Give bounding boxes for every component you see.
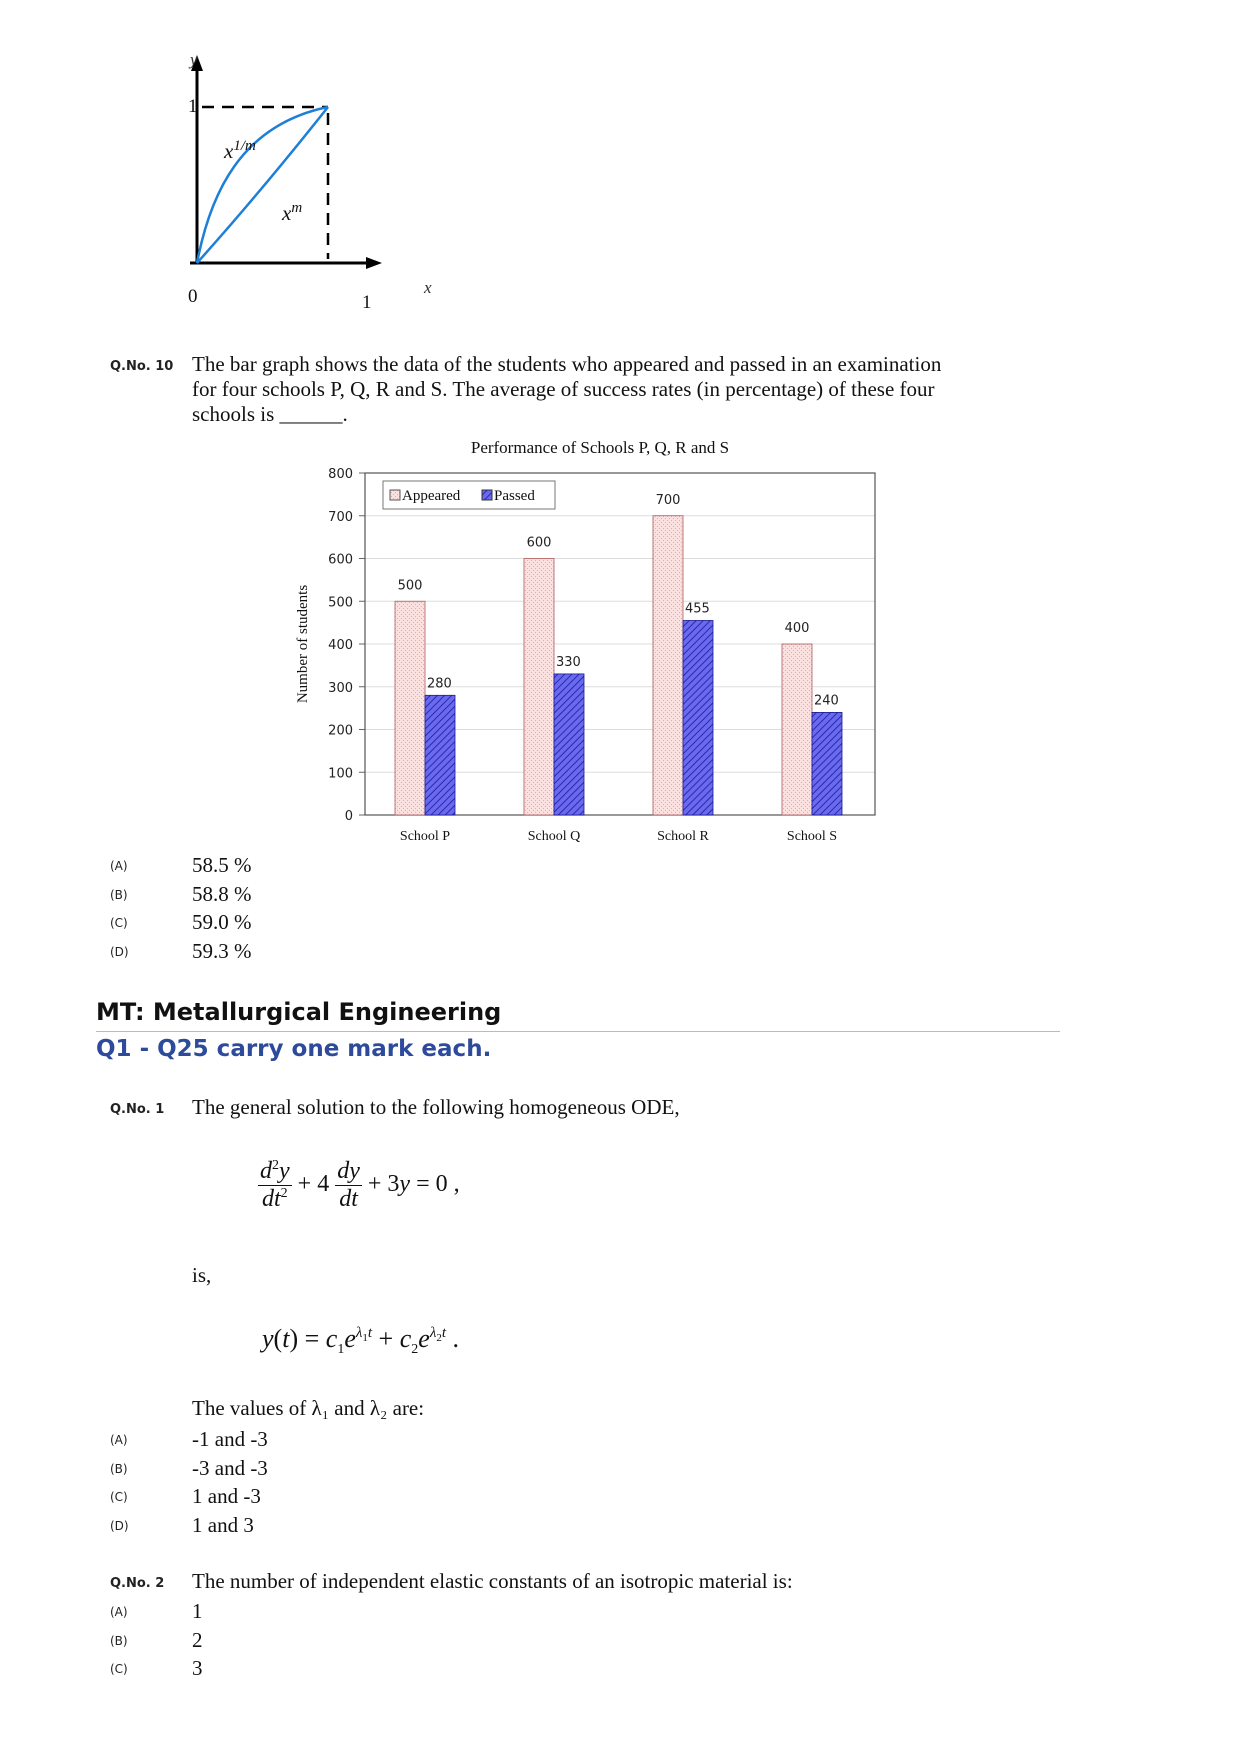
y-axis-label: Number of students [295, 584, 311, 704]
question-10-text-line-1: The bar graph shows the data of the students who appeared and passed in an examination [192, 352, 942, 376]
data-label: 280 [427, 676, 452, 692]
question-10-option-letter-d: (D) [110, 944, 129, 959]
bar-appeared-school-q [524, 559, 554, 816]
legend-swatch-appeared [390, 490, 400, 500]
question-10-option-letter-b: (B) [110, 887, 128, 902]
question-1-values-text: The values of λ₁ and λ₂ are: [192, 1396, 425, 1420]
figure-x-tick-1: 1 [362, 292, 372, 313]
question-1-option-c[interactable]: 1 and -3 [192, 1484, 261, 1508]
ode-frac-dy-dt: $\frac{dy}{dt}$ [337, 1158, 360, 1212]
data-label: 600 [526, 535, 552, 551]
question-1-label: Q.No. 1 [110, 1102, 165, 1117]
y-tick-label: 400 [328, 638, 353, 653]
lower-curve-base: x [282, 201, 292, 225]
upper-curve-base: x [224, 139, 234, 163]
x-tick-label: School R [657, 829, 709, 844]
question-1-option-letter-c: (C) [110, 1490, 128, 1504]
question-10-text-line-3: schools is ______. [192, 402, 348, 426]
question-2-option-b[interactable]: 2 [192, 1627, 203, 1652]
question-1-is-text: is, [192, 1263, 212, 1287]
figure-x-arrow [366, 257, 382, 269]
question-1-text: The general solution to the following homogeneous ODE, [192, 1095, 680, 1119]
figure-lower-curve-label [282, 200, 302, 226]
figure-y-label: y [190, 50, 198, 69]
question-2-option-letter-c: (C) [110, 1662, 128, 1676]
figure-y-tick-1: 1 [188, 96, 198, 117]
question-1-option-d[interactable]: 1 and 3 [192, 1512, 254, 1537]
legend-label-passed: Passed [494, 488, 535, 504]
y-tick-label: 500 [328, 595, 353, 611]
y-tick-label: 100 [328, 766, 353, 782]
y-tick-label: 200 [328, 723, 353, 739]
bar-passed-school-q [554, 674, 584, 815]
curve-figure [170, 45, 460, 325]
question-10-option-d[interactable]: 59.3 % [192, 938, 252, 963]
question-10-option-c[interactable]: 59.0 % [192, 910, 252, 934]
lower-curve-exponent: m [291, 200, 303, 216]
question-1-option-a[interactable]: -1 and -3 [192, 1427, 268, 1451]
bar-passed-school-p [425, 695, 455, 815]
data-label: 455 [685, 601, 710, 617]
ode-equation: $\frac{d^2y}{dt^2}$ + 4 $\frac{dy}{dt}$ + 3y = 0 , [260, 1158, 460, 1212]
data-label: 330 [556, 654, 581, 670]
figure-x-label: x [424, 278, 432, 297]
data-label: 240 [814, 693, 839, 709]
x-tick-label: School Q [527, 829, 581, 844]
x-tick-label: School S [786, 829, 838, 844]
bar-passed-school-s [812, 712, 842, 815]
bar-appeared-school-s [782, 644, 812, 815]
question-1-option-letter-a: (A) [110, 1433, 128, 1447]
question-2-text: The number of independent elastic constants of an isotropic material is: [192, 1569, 793, 1593]
bar-appeared-school-p [395, 601, 425, 815]
data-label: 700 [655, 492, 681, 508]
question-1-option-b[interactable]: -3 and -3 [192, 1455, 268, 1480]
chart-title: Performance of Schools P, Q, R and S [470, 438, 730, 457]
question-10-text-line-2: for four schools P, Q, R and S. The average of success rates (in percentage) of these four [192, 377, 935, 401]
question-2-option-letter-b: (B) [110, 1633, 128, 1648]
section-title: MT: Metallurgical Engineering [96, 998, 502, 1026]
question-1-option-letter-d: (D) [110, 1518, 129, 1533]
figure-origin-label: 0 [188, 286, 198, 307]
legend-label-appeared: Appeared [402, 488, 461, 504]
question-10-option-b[interactable]: 58.8 % [192, 881, 252, 906]
legend-swatch-passed [482, 490, 492, 500]
figure-upper-curve-label [224, 138, 256, 164]
question-10-option-letter-a: (A) [110, 859, 128, 873]
question-10-option-letter-c: (C) [110, 916, 128, 930]
question-10-option-a[interactable]: 58.5 % [192, 853, 252, 877]
section-divider [96, 1031, 1060, 1032]
bar-chart [285, 430, 905, 850]
question-2-option-a[interactable]: 1 [192, 1599, 203, 1623]
bar-passed-school-r [683, 620, 713, 815]
y-tick-label: 300 [328, 680, 353, 696]
data-label: 400 [784, 621, 810, 636]
data-label: 500 [397, 578, 423, 594]
y-tick-label: 800 [328, 467, 353, 482]
question-2-option-letter-a: (A) [110, 1605, 128, 1619]
ode-frac-d2y-dt2: $\frac{d^2y}{dt^2}$ [260, 1158, 290, 1212]
general-solution-equation: $y(t) = c_1e^{\lambda_1t} + c_2e^{\lambda_2t}$ . [262, 1324, 459, 1358]
upper-curve-exponent: 1/m [233, 138, 256, 154]
question-10-text [192, 352, 1012, 427]
curve-x-power-m [197, 107, 328, 263]
question-2-option-c[interactable]: 3 [192, 1656, 203, 1680]
y-tick-label: 0 [344, 809, 353, 824]
question-2-label: Q.No. 2 [110, 1576, 165, 1591]
y-tick-label: 700 [328, 509, 353, 525]
y-tick-label: 600 [328, 552, 353, 568]
bar-appeared-school-r [653, 516, 683, 815]
question-10-label: Q.No. 10 [110, 359, 174, 374]
section-subtitle: Q1 - Q25 carry one mark each. [96, 1036, 492, 1062]
x-tick-label: School P [399, 829, 451, 844]
question-1-option-letter-b: (B) [110, 1461, 128, 1476]
